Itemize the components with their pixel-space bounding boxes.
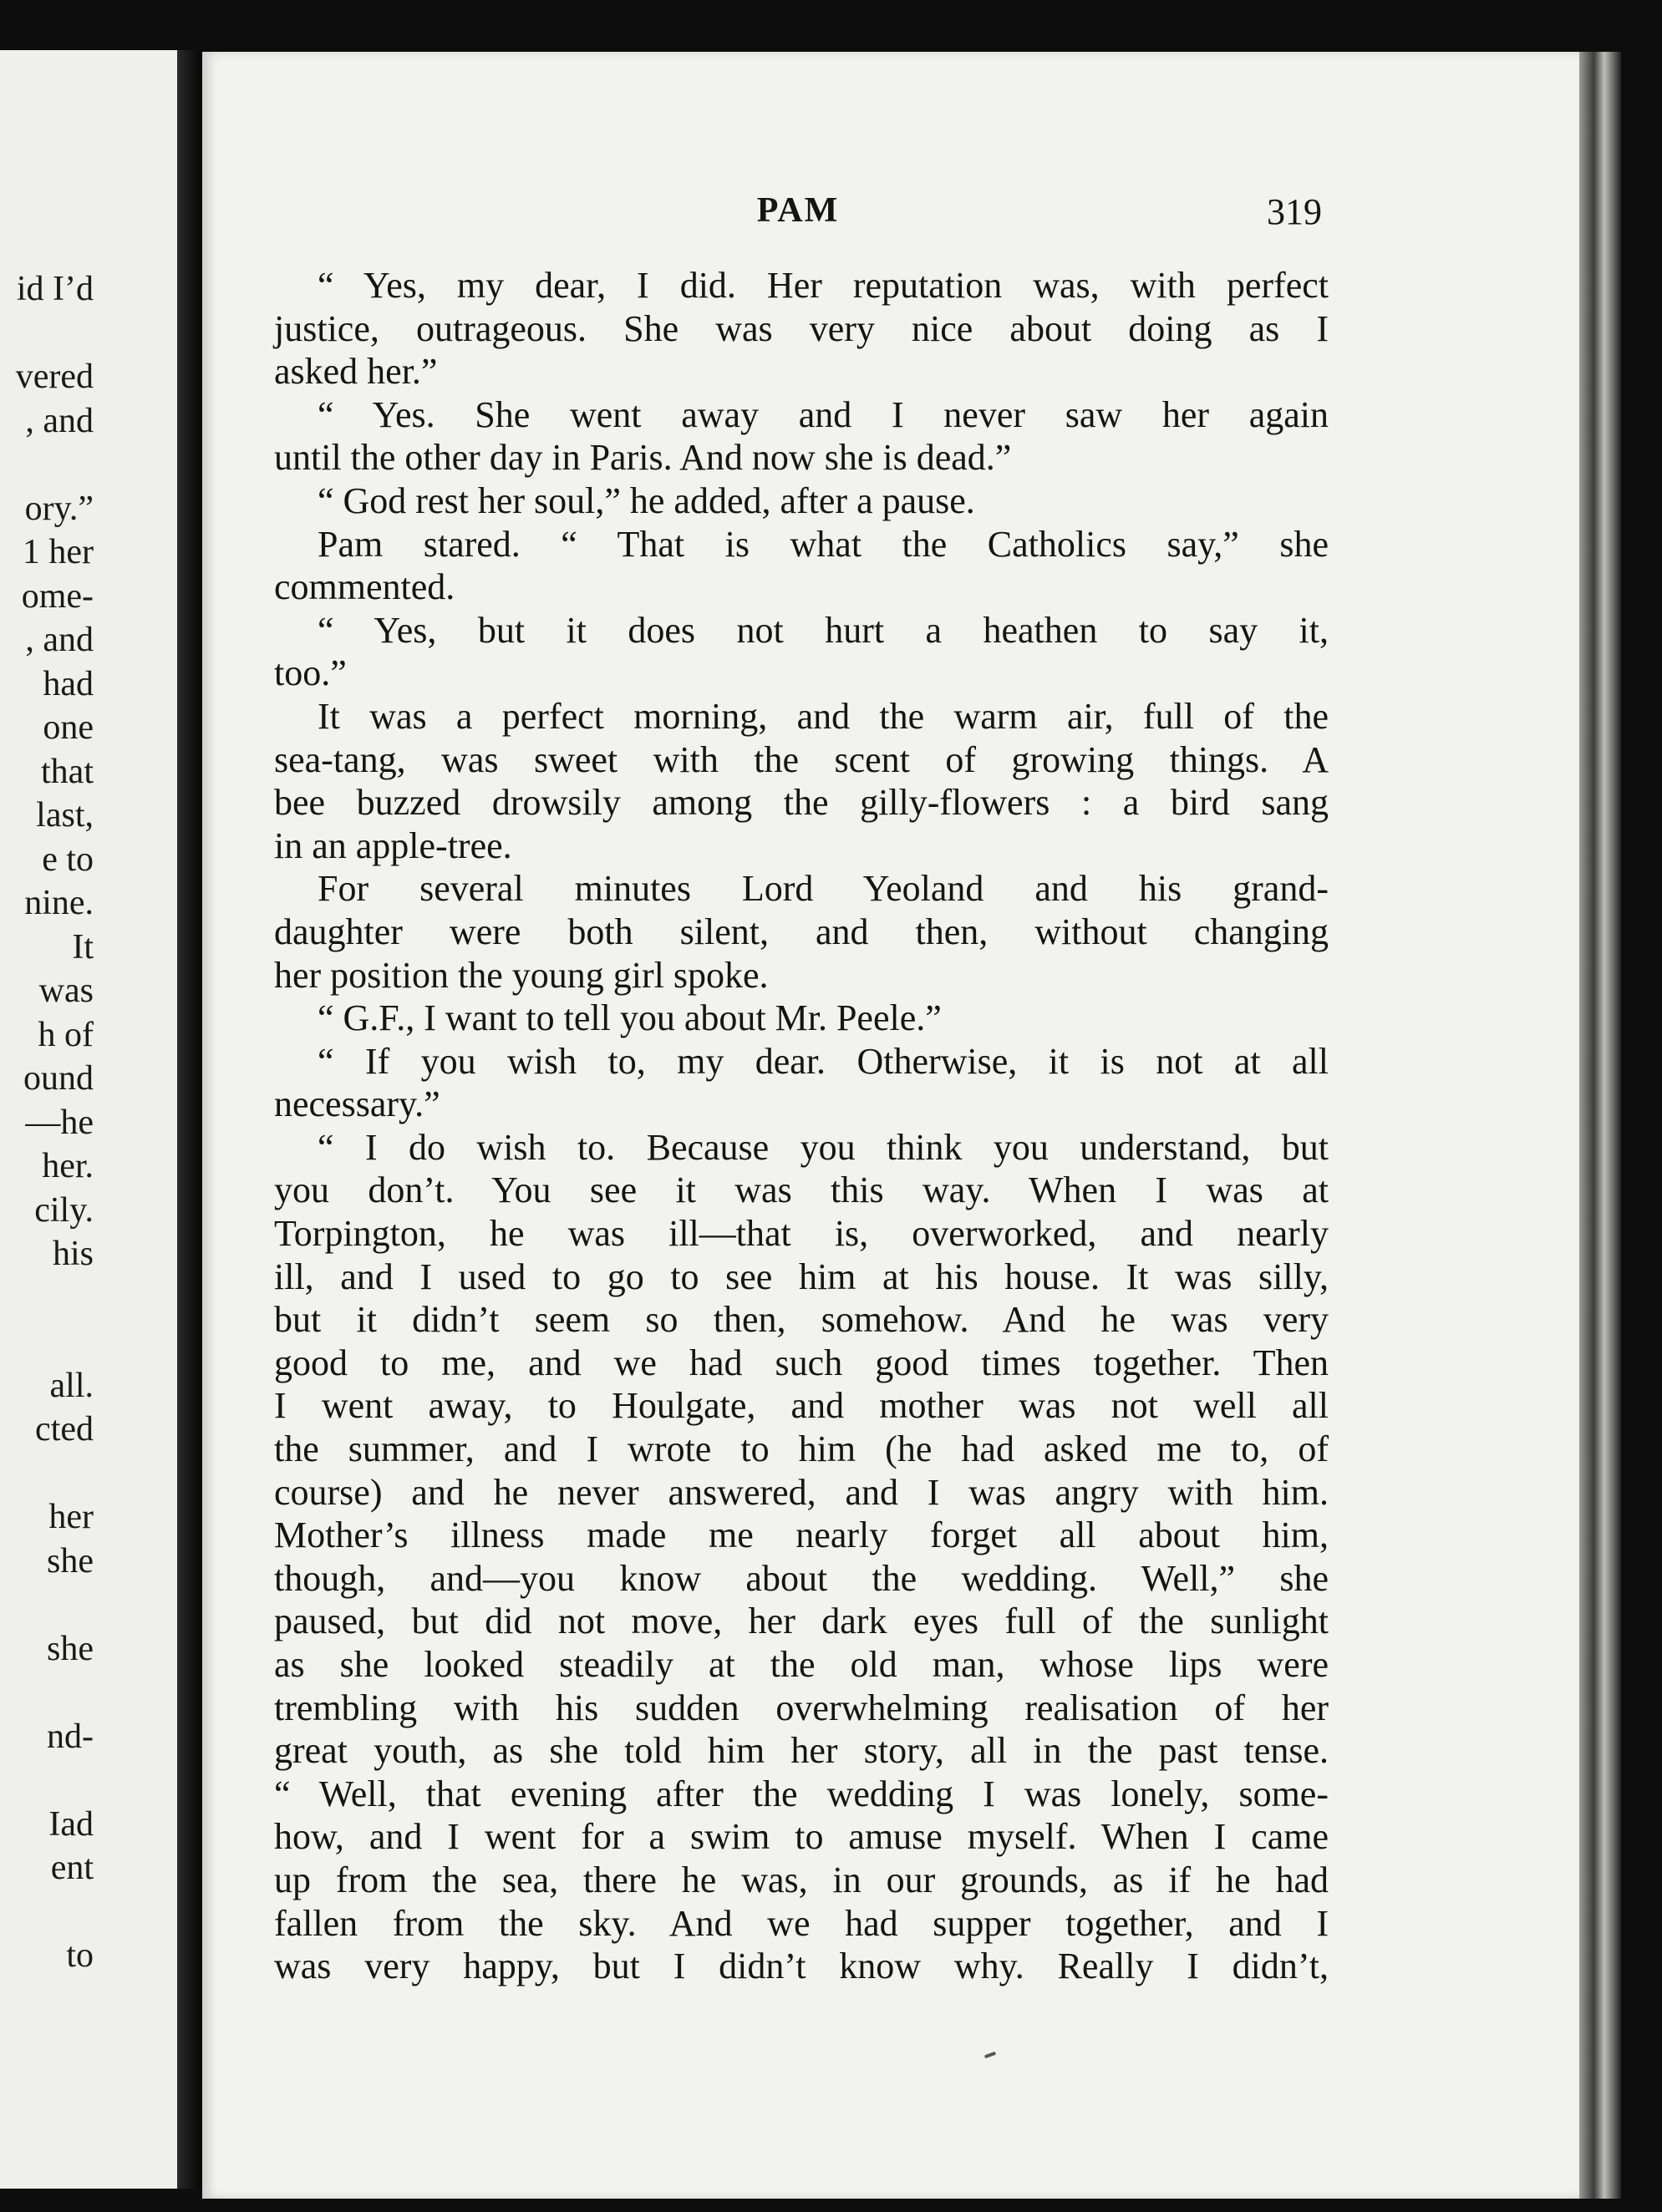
text-line: ill, and I used to go to see him at his house. It was silly, <box>274 1256 1329 1297</box>
facing-page-line-fragment: ome- <box>21 576 94 616</box>
text-line: Mother’s illness made me nearly forget all about him, <box>274 1514 1329 1556</box>
text-line: commented. <box>274 566 455 608</box>
facing-page-line-fragment: her <box>48 1498 94 1536</box>
text-line: fallen from the sky. And we had supper together, and I <box>274 1902 1329 1944</box>
facing-page-line-fragment <box>0 312 94 356</box>
text-line: necessary.” <box>274 1083 440 1125</box>
text-line: too.” <box>274 652 347 694</box>
text-line: “ Yes. She went away and I never saw her again <box>318 393 1329 435</box>
facing-page-line-fragment <box>0 1583 94 1627</box>
text-line: “ If you wish to, my dear. Otherwise, it is not at all <box>318 1040 1329 1082</box>
text-line: in an apple-tree. <box>274 824 512 866</box>
text-line: course) and he never answered, and I was angry with him. <box>274 1471 1329 1513</box>
text-line: as she looked steadily at the old man, whose lips were <box>274 1644 1329 1685</box>
facing-page-line-fragment: one <box>43 708 94 747</box>
facing-page-line-fragment <box>0 443 94 487</box>
text-line: up from the sea, there he was, in our grounds, as if he had <box>274 1859 1329 1900</box>
running-head: PAM <box>756 191 840 230</box>
facing-page-line-fragment: last, <box>36 796 94 835</box>
text-line: “ Well, that evening after the wedding I was lonely, some- <box>274 1773 1329 1814</box>
text-line: her position the young girl spoke. <box>274 954 769 996</box>
facing-page-line-fragment: had <box>43 664 94 703</box>
text-line: though, and—you know about the wedding. Well,” she <box>274 1557 1329 1599</box>
facing-page-line-fragment: she <box>47 1629 94 1668</box>
text-line: asked her.” <box>274 351 438 393</box>
facing-page-line-fragment: 1 her <box>22 533 94 571</box>
facing-page-line-fragment: h of <box>38 1015 94 1054</box>
facing-page-line-fragment: she <box>47 1541 94 1580</box>
facing-page-line-fragment: his <box>52 1235 94 1273</box>
facing-page-line-fragment: vered <box>15 358 94 396</box>
book-gutter <box>177 50 202 2189</box>
facing-page-text-column <box>0 267 94 1978</box>
text-line: It was a perfect morning, and the warm air, full of the <box>318 695 1329 737</box>
facing-page-line-fragment: Iad <box>48 1804 94 1844</box>
facing-page-line-fragment: cily. <box>34 1190 94 1230</box>
facing-page-line-fragment: e to <box>42 840 94 879</box>
facing-page-line-fragment: nd- <box>47 1717 94 1756</box>
text-line: how, and I went for a swim to amuse myself. When I came <box>274 1816 1329 1858</box>
text-line: great youth, as she told him her story, all in the past tense. <box>274 1730 1329 1772</box>
text-line: Torpington, he was ill—that is, overworked, and nearly <box>274 1213 1329 1255</box>
facing-page-line-fragment: to <box>66 1936 94 1975</box>
facing-page-line-fragment: was <box>38 972 94 1010</box>
body-text <box>274 264 1329 1988</box>
facing-page-line-fragment: that <box>41 752 94 791</box>
facing-page-line-fragment: ory.” <box>24 489 94 528</box>
text-line: “ I do wish to. Because you think you understand, but <box>318 1126 1329 1168</box>
text-line: “ Yes, my dear, I did. Her reputation was, with perfect <box>318 265 1329 306</box>
text-line: justice, outrageous. She was very nice about doing as I <box>274 307 1329 349</box>
facing-page-line-fragment: her. <box>42 1147 94 1185</box>
facing-page-line-fragment: all. <box>49 1366 94 1405</box>
text-line: sea-tang, was sweet with the scent of growing things. A <box>274 738 1329 780</box>
facing-page-line-fragment <box>0 1890 94 1935</box>
text-line: For several minutes Lord Yeoland and his grand- <box>318 868 1329 910</box>
text-line: bee buzzed drowsily among the gilly-flowers : a bird sang <box>274 782 1329 824</box>
facing-page-line-fragment: cted <box>35 1410 94 1448</box>
facing-page-line-fragment: It <box>72 927 94 966</box>
facing-page-line-fragment: , and <box>25 621 94 659</box>
facing-page-line-fragment <box>0 1671 94 1715</box>
facing-page-fragment <box>0 50 177 2189</box>
facing-page-line-fragment <box>0 1276 94 1321</box>
facing-page-line-fragment <box>0 1452 94 1496</box>
facing-page-line-fragment: nine. <box>24 884 94 922</box>
text-line: Pam stared. “ That is what the Catholics say,” she <box>318 523 1329 565</box>
text-line: “ G.F., I want to tell you about Mr. Peele.” <box>318 997 942 1039</box>
text-line: daughter were both silent, and then, without changing <box>274 911 1329 952</box>
facing-page-line-fragment: —he <box>25 1103 94 1142</box>
page-number: 319 <box>1267 191 1322 232</box>
facing-page-line-fragment: ound <box>23 1059 94 1098</box>
text-line: but it didn’t seem so then, somehow. And he was very <box>274 1299 1329 1341</box>
text-line: good to me, and we had such good times together. Then <box>274 1342 1329 1383</box>
text-line: trembling with his sudden overwhelming realisation of her <box>274 1687 1329 1728</box>
page-edge <box>1579 52 1621 2199</box>
facing-page-line-fragment: , and <box>25 401 94 440</box>
facing-page-line-fragment: id I’d <box>16 270 94 308</box>
text-line: until the other day in Paris. And now she is dead.” <box>274 437 1012 479</box>
text-line: I went away, to Houlgate, and mother was not well all <box>274 1385 1329 1427</box>
text-line: paused, but did not move, her dark eyes full of the sunlight <box>274 1601 1329 1642</box>
page-header <box>274 190 1322 241</box>
text-line: the summer, and I wrote to him (he had asked me to, of <box>274 1428 1329 1470</box>
text-line: “ God rest her soul,” he added, after a pause. <box>318 479 975 521</box>
text-line: was very happy, but I didn’t know why. Really I didn’t, <box>274 1946 1329 1987</box>
facing-page-line-fragment <box>0 1320 94 1364</box>
text-line: you don’t. You see it was this way. When I was at <box>274 1169 1329 1211</box>
text-line: “ Yes, but it does not hurt a heathen to say it, <box>318 609 1329 651</box>
facing-page-line-fragment <box>0 1758 94 1803</box>
facing-page-line-fragment: ent <box>50 1849 94 1887</box>
